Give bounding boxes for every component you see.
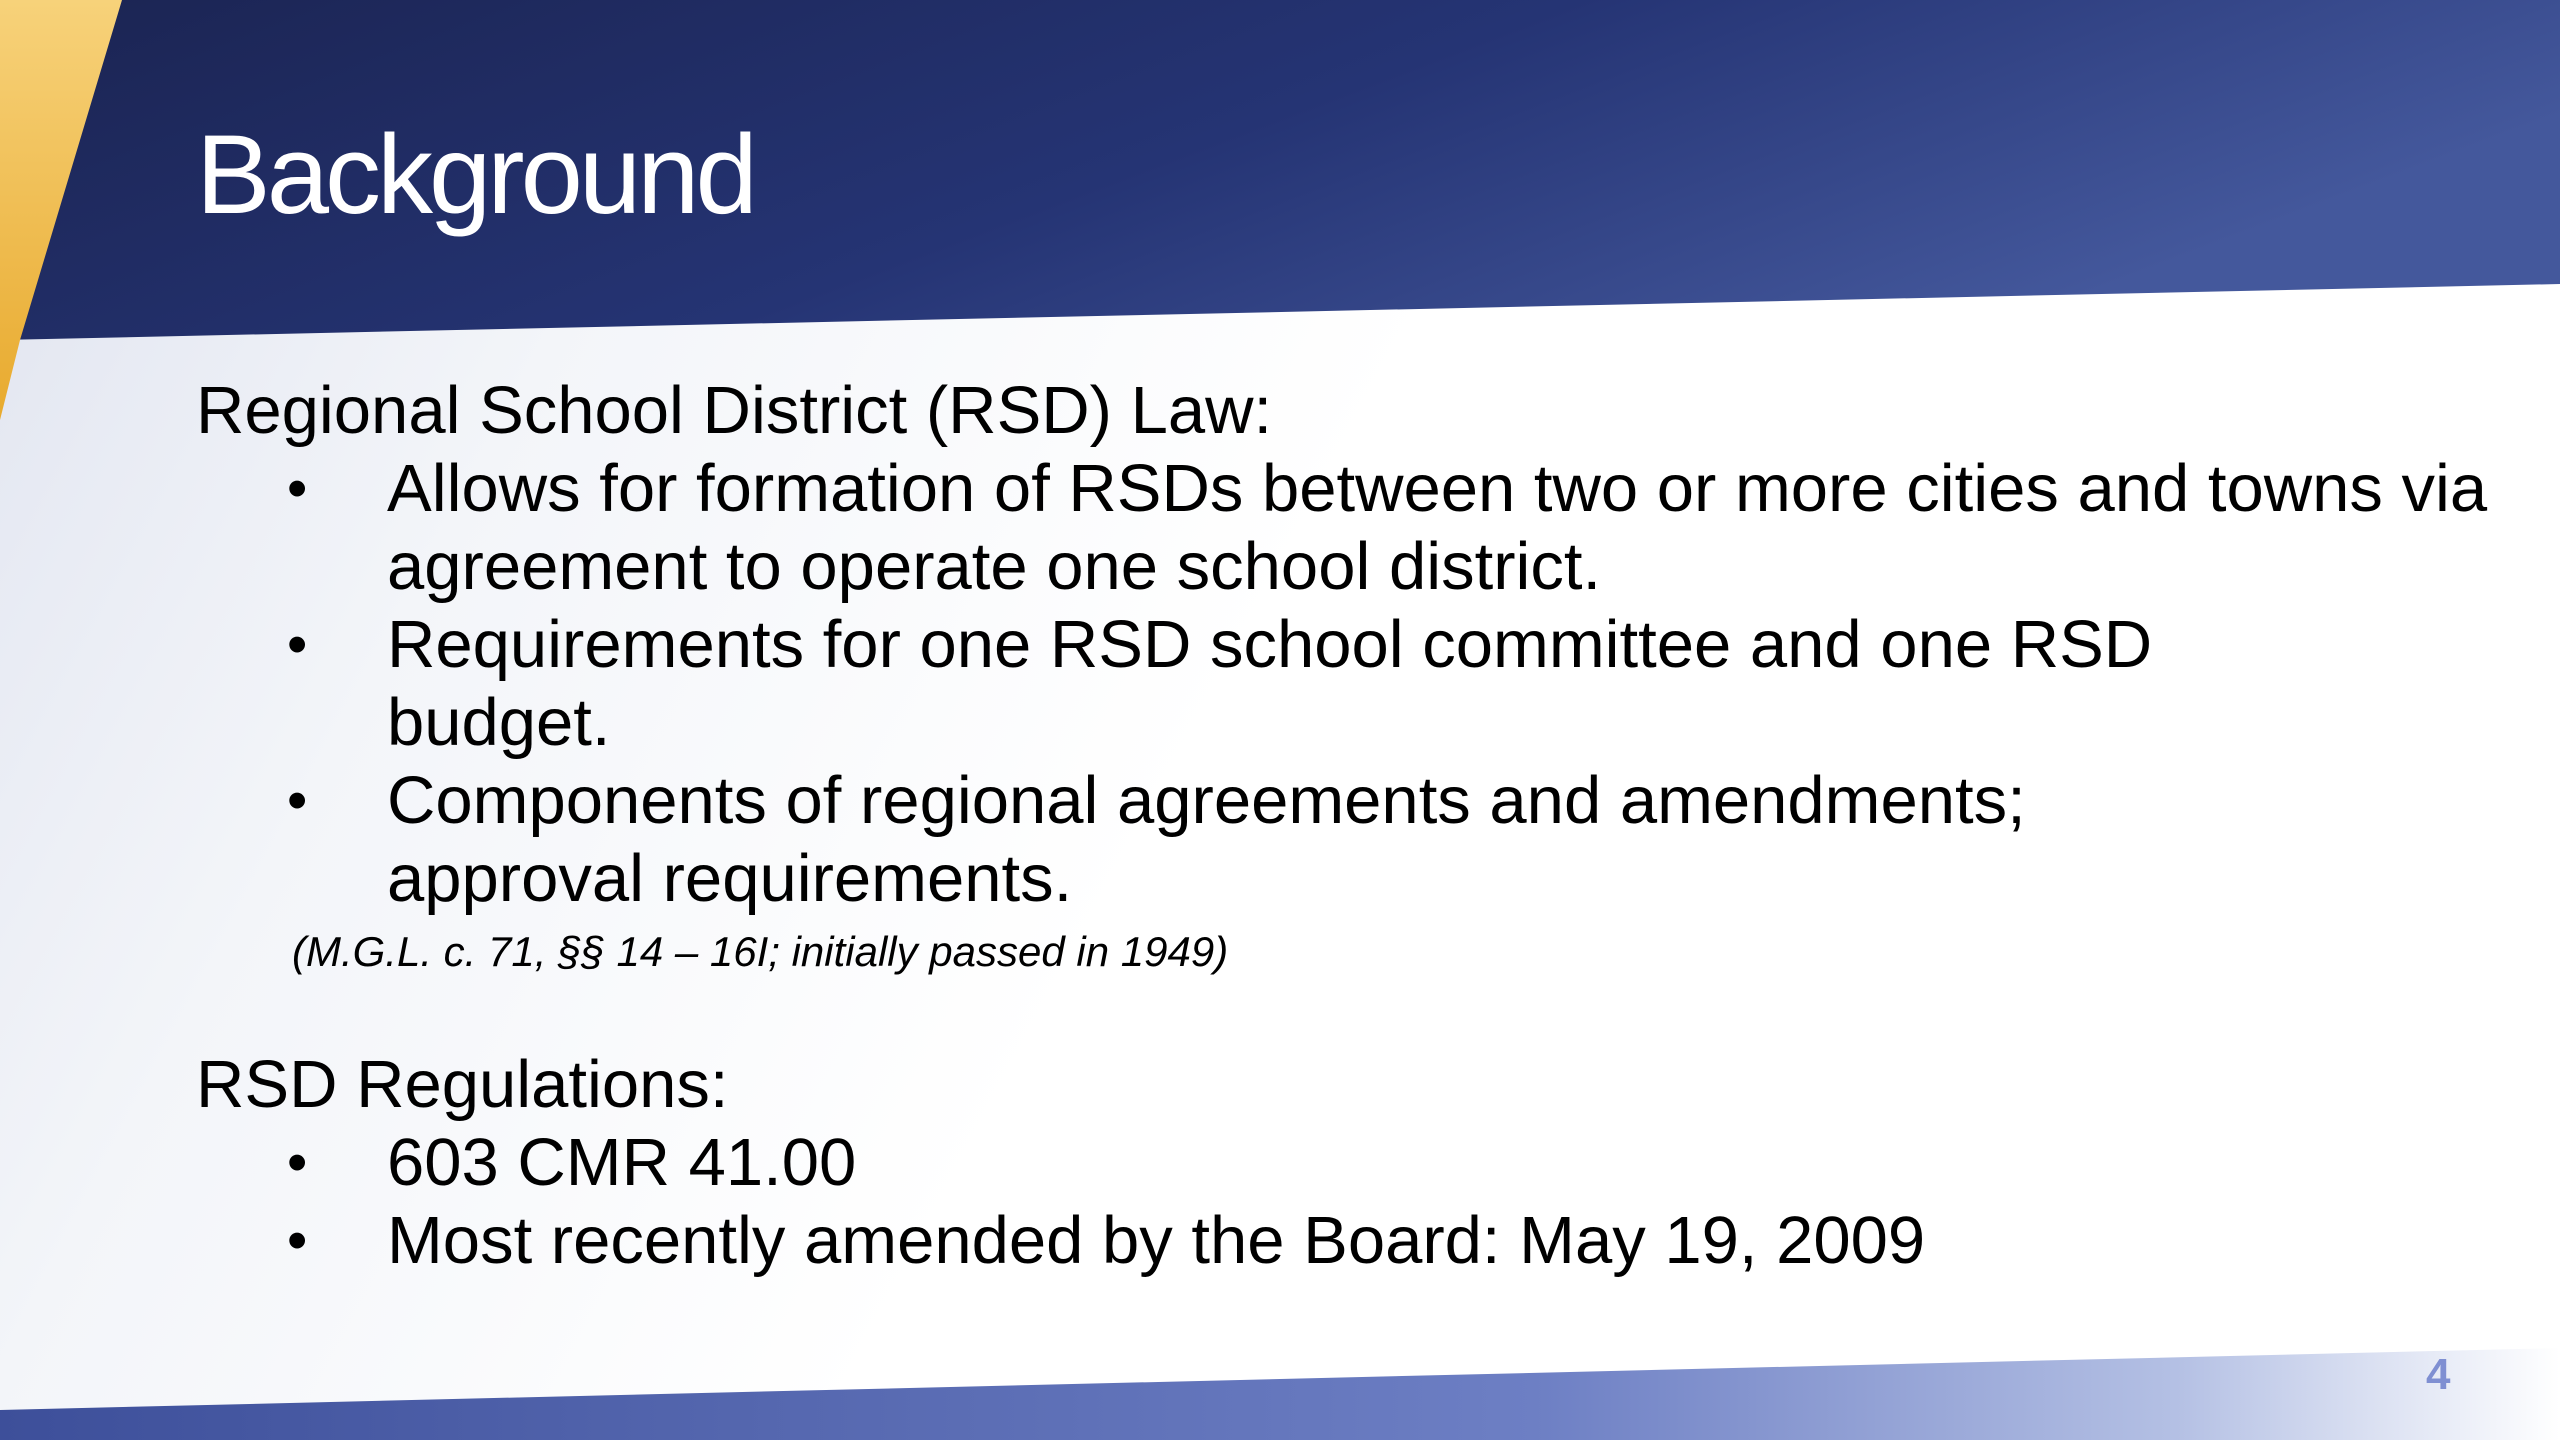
list-item-text: Most recently amended by the Board: May 19, 2009 — [387, 1203, 1926, 1278]
law-bullet-list — [196, 450, 2488, 918]
list-item-text: Allows for formation of RSDs between two or more cities and towns via agreement to operate one school district. — [387, 451, 2488, 604]
list-item-text: Requirements for one RSD school committee and one RSD budget. — [387, 607, 2153, 760]
law-citation: (M.G.L. c. 71, §§ 14 – 16I; initially passed in 1949) — [292, 928, 1229, 975]
list-item — [196, 762, 2396, 918]
list-item — [196, 606, 2396, 762]
bullet-icon: • — [287, 1208, 308, 1273]
footer-band — [0, 1348, 2560, 1440]
slide-title: Background — [196, 112, 754, 237]
list-item — [196, 1124, 2396, 1202]
page-number: 4 — [2426, 1350, 2451, 1399]
list-item — [196, 1202, 2396, 1280]
law-section-heading: Regional School District (RSD) Law: — [196, 373, 1273, 448]
bullet-icon: • — [287, 1130, 308, 1195]
law-section — [196, 372, 2488, 978]
bullet-icon: • — [287, 456, 308, 521]
list-item — [196, 450, 2488, 606]
bullet-icon: • — [287, 612, 308, 677]
bullet-icon: • — [287, 768, 308, 833]
slide-content — [196, 372, 2488, 1280]
regulations-section-heading: RSD Regulations: — [196, 1047, 729, 1122]
list-item-text: Components of regional agreements and amendments; approval requirements. — [387, 763, 2026, 916]
regulations-bullet-list — [196, 1124, 2396, 1280]
list-item-text: 603 CMR 41.00 — [387, 1125, 857, 1200]
regulations-section — [196, 1046, 2396, 1280]
